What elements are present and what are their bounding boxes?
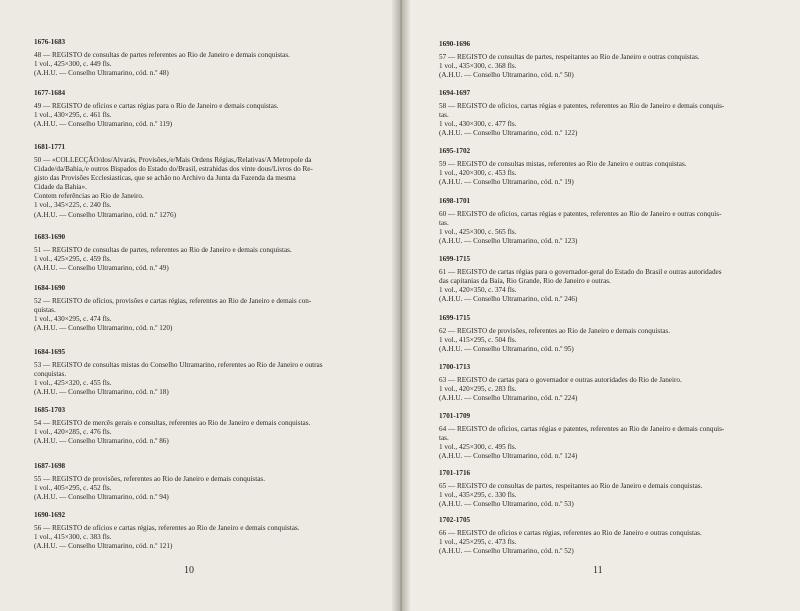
entry-date-range: 1699-1715 (439, 255, 471, 263)
entry-volume: 1 vol., 430×295, c. 461 fls. (34, 111, 112, 120)
entry-date-range: 1701-1709 (439, 412, 471, 420)
right-page (401, 0, 800, 611)
entry-description: 59 — REGISTO de consultas mistas, referentes ao Rio de Janeiro e outras conquistas. (439, 160, 687, 168)
catalog-entry-61 (439, 255, 779, 304)
entry-reference: (A.H.U. — Conselho Ultramarino, cód. n.º 1276) (34, 210, 176, 219)
entry-reference: (A.H.U. — Conselho Ultramarino, cód. n.º 53) (439, 500, 574, 509)
catalog-entry-56 (34, 511, 374, 551)
entry-volume: 1 vol., 430×295, c. 474 fls. (34, 315, 112, 324)
entry-description: 48 — REGISTO de consultas de partes referentes ao Rio de Janeiro e demais conquistas. (34, 51, 290, 59)
entry-volume: 1 vol., 345×225, c. 240 fls. (34, 201, 112, 210)
entry-reference: (A.H.U. — Conselho Ultramarino, cód. n.º 224) (439, 394, 578, 403)
entry-reference: (A.H.U. — Conselho Ultramarino, cód. n.º 49) (34, 264, 169, 273)
entry-volume: 1 vol., 425×300, c. 565 fls. (439, 228, 517, 237)
entry-reference: (A.H.U. — Conselho Ultramarino, cód. n.º 19) (439, 178, 574, 187)
entry-reference: (A.H.U. — Conselho Ultramarino, cód. n.º 124) (439, 452, 578, 461)
entry-reference: (A.H.U. — Conselho Ultramarino, cód. n.º 94) (34, 493, 169, 502)
entry-reference: (A.H.U. — Conselho Ultramarino, cód. n.º 246) (439, 295, 578, 304)
entry-reference: (A.H.U. — Conselho Ultramarino, cód. n.º 48) (34, 69, 169, 78)
entry-description: gisto das Provisões Ecclesiasticas, que se achão no Archivo da Junta da Fazenda da mesma (34, 174, 296, 183)
entry-volume: 1 vol., 420×350, c. 374 fls. (439, 286, 517, 295)
entry-volume: 1 vol., 415×300, c. 383 fls. (34, 533, 112, 542)
entry-volume: 1 vol., 425×295, c. 473 fls. (439, 538, 517, 547)
entry-description: conquistas. (34, 370, 67, 379)
catalog-entry-59 (439, 147, 779, 187)
entry-description: das capitanias da Baía, Rio Grande, Rio de Janeiro e outras. (439, 277, 611, 286)
catalog-entry-53 (34, 348, 374, 397)
entry-description: 50 — «COLLECÇÃO/dos/Alvarás, Provisões,/e/Mais Ordens Régias,/Relativas/A Metropole da (34, 156, 312, 164)
entry-description: 58 — REGISTO de ofícios, cartas régias e patentes, referentes ao Rio de Janeiro e demais conquis- (439, 102, 725, 110)
entry-volume: 1 vol., 420×285, c. 476 fls. (34, 428, 112, 437)
entry-description: 55 — REGISTO de provisões, referentes ao Rio de Janeiro e demais conquistas. (34, 475, 266, 483)
entry-volume: 1 vol., 435×300, c. 368 fls. (439, 62, 517, 71)
entry-volume: 1 vol., 435×295, c. 330 fls. (439, 491, 517, 500)
entry-reference: (A.H.U. — Conselho Ultramarino, cód. n.º 121) (34, 542, 173, 551)
entry-reference: (A.H.U. — Conselho Ultramarino, cód. n.º 52) (439, 547, 574, 556)
catalog-entry-52 (34, 284, 374, 333)
entry-reference: (A.H.U. — Conselho Ultramarino, cód. n.º 119) (34, 120, 173, 129)
entry-volume: 1 vol., 425×300, c. 495 fls. (439, 443, 517, 452)
left-page (0, 0, 399, 611)
entry-volume: 1 vol., 425×295, c. 459 fls. (34, 255, 112, 264)
entry-date-range: 1695-1702 (439, 147, 471, 155)
entry-note: Contem referências ao Rio de Janeiro. (34, 192, 144, 201)
entry-date-range: 1699-1715 (439, 314, 471, 322)
entry-description: 61 — REGISTO de cartas régias para o governador-geral do Estado do Brasil e outras autoridades (439, 268, 722, 276)
entry-date-range: 1684-1690 (34, 284, 66, 292)
entry-reference: (A.H.U. — Conselho Ultramarino, cód. n.º 122) (439, 129, 578, 138)
page-number: 11 (593, 565, 603, 576)
catalog-entry-64 (439, 412, 779, 461)
entry-description: tas. (439, 434, 449, 443)
entry-date-range: 1677-1684 (34, 89, 66, 97)
entry-description: tas. (439, 111, 449, 120)
entry-description: 60 — REGISTO de ofícios, cartas régias e patentes, referentes ao Rio de Janeiro e outras conquis- (439, 210, 722, 218)
catalog-entry-48 (34, 38, 374, 78)
entry-date-range: 1683-1690 (34, 233, 66, 241)
entry-description: 57 — REGISTO de consultas de partes, respeitantes ao Rio de Janeiro e outras conquistas. (439, 53, 700, 61)
entry-reference: (A.H.U. — Conselho Ultramarino, cód. n.º 95) (439, 345, 574, 354)
catalog-entry-51 (34, 233, 374, 273)
catalog-entry-50 (34, 143, 374, 220)
catalog-entry-60 (439, 197, 779, 246)
entry-volume: 1 vol., 420×300, c. 453 fls. (439, 169, 517, 178)
page-number: 10 (184, 565, 194, 576)
entry-date-range: 1676-1683 (34, 38, 66, 46)
entry-description: 56 — REGISTO de ofícios e cartas régias, referentes ao Rio de Janeiro e demais conquistas. (34, 524, 300, 532)
entry-description: 62 — REGISTO de provisões, referentes ao Rio de Janeiro e demais conquistas. (439, 327, 671, 335)
entry-volume: 1 vol., 430×300, c. 477 fls. (439, 120, 517, 129)
entry-description: tas. (439, 219, 449, 228)
entry-volume: 1 vol., 415×295, c. 504 fls. (439, 336, 517, 345)
entry-date-range: 1698-1701 (439, 197, 471, 205)
entry-date-range: 1685-1703 (34, 406, 66, 414)
catalog-entry-65 (439, 469, 779, 509)
entry-reference: (A.H.U. — Conselho Ultramarino, cód. n.º 120) (34, 324, 173, 333)
catalog-entry-54 (34, 406, 374, 446)
catalog-entry-58 (439, 89, 779, 138)
entry-reference: (A.H.U. — Conselho Ultramarino, cód. n.º 50) (439, 71, 574, 80)
entry-description: 54 — REGISTO de mercês gerais e consultas, referentes ao Rio de Janeiro e demais conquistas. (34, 419, 311, 427)
entry-description: Cidade/da/Bahia,/e outros Bispados do Estado do/Brasil, estrahidas dos vinte dous/Livros do Re- (34, 165, 313, 174)
entry-volume: 1 vol., 405×295, c. 452 fls. (34, 484, 112, 493)
entry-description: 64 — REGISTO de ofícios, cartas régias e patentes, referentes ao Rio de Janeiro e demais conquis- (439, 425, 725, 433)
entry-date-range: 1694-1697 (439, 89, 471, 97)
entry-description: 53 — REGISTO de consultas mistas do Conselho Ultramarino, referentes ao Rio de Janeiro e outras (34, 361, 323, 369)
catalog-entry-49 (34, 89, 374, 129)
entry-date-range: 1701-1716 (439, 469, 471, 477)
catalog-entry-66 (439, 516, 779, 556)
entry-description: Cidade da Bahia». (34, 183, 87, 192)
entry-volume: 1 vol., 425×300, c. 449 fls. (34, 60, 112, 69)
catalog-entry-55 (34, 462, 374, 502)
entry-date-range: 1690-1692 (34, 511, 66, 519)
entry-volume: 1 vol., 425×320, c. 455 fls. (34, 379, 112, 388)
entry-description: 66 — REGISTO de ofícios e cartas régias, referentes ao Rio de Janeiro e outras conquistas. (439, 529, 702, 537)
entry-volume: 1 vol., 420×295, c. 283 fls. (439, 385, 517, 394)
entry-date-range: 1702-1705 (439, 516, 471, 524)
entry-description: 52 — REGISTO de ofícios, provisões e cartas régias, referentes ao Rio de Janeiro e demais con- (34, 297, 312, 305)
entry-date-range: 1681-1771 (34, 143, 66, 151)
entry-date-range: 1700-1713 (439, 363, 471, 371)
entry-description: 63 — REGISTO de cartas para o governador e outras autoridades do Rio de Janeiro. (439, 376, 682, 384)
entry-reference: (A.H.U. — Conselho Ultramarino, cód. n.º 123) (439, 237, 578, 246)
entry-reference: (A.H.U. — Conselho Ultramarino, cód. n.º 86) (34, 437, 169, 446)
entry-description: 49 — REGISTO de ofícios e cartas régias para o Rio de Janeiro e demais conquistas. (34, 102, 279, 110)
entry-date-range: 1690-1696 (439, 40, 471, 48)
entry-description: 65 — REGISTO de consultas de partes, respeitantes ao Rio de Janeiro e demais conquistas. (439, 482, 703, 490)
entry-description: 51 — REGISTO de consultas de partes, referentes ao Rio de Janeiro e demais conquistas. (34, 246, 292, 254)
catalog-entry-63 (439, 363, 779, 403)
entry-reference: (A.H.U. — Conselho Ultramarino, cód. n.º 18) (34, 388, 169, 397)
entry-date-range: 1684-1695 (34, 348, 66, 356)
entry-date-range: 1687-1698 (34, 462, 66, 470)
catalog-entry-62 (439, 314, 779, 354)
entry-description: quistas. (34, 306, 56, 315)
book-gutter (392, 0, 410, 611)
catalog-entry-57 (439, 40, 779, 80)
